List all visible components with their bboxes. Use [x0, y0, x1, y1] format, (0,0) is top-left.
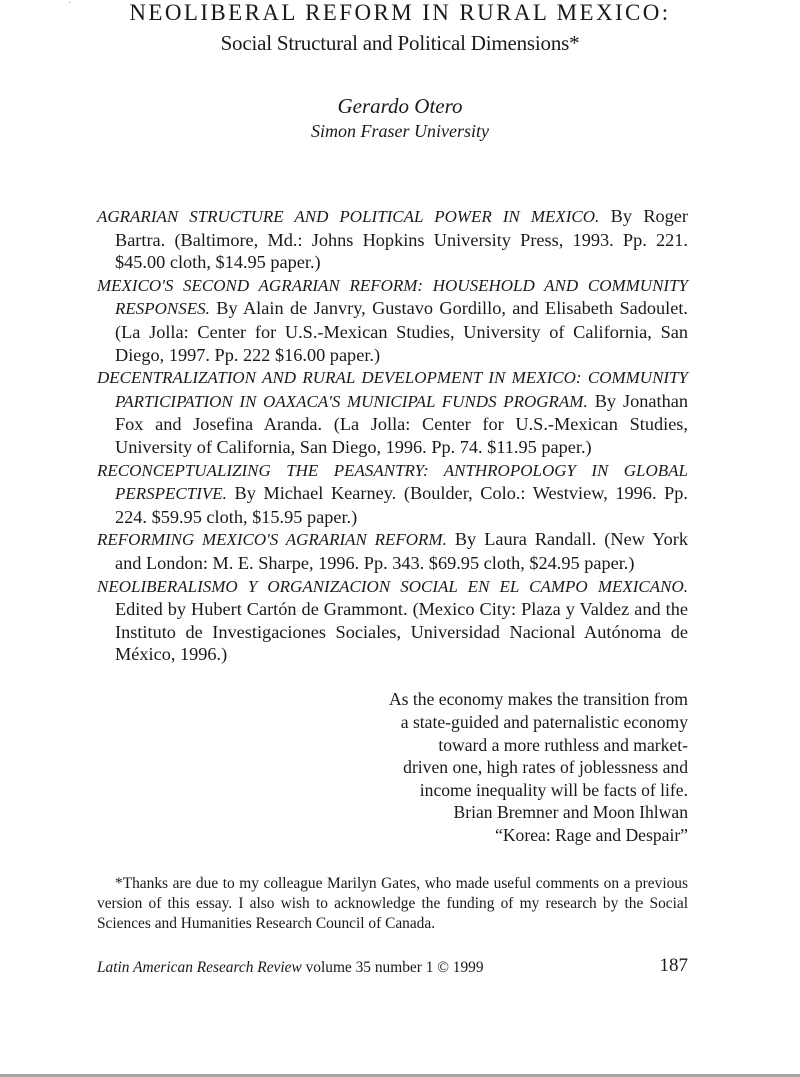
epigraph-line: income inequality will be facts of life.: [419, 780, 688, 801]
review-entry: [97, 528, 688, 574]
book-details: By Roger Bartra. (Baltimore, Md.: Johns Hopkins University Press, 1993. Pp. 221. $45.00 cloth, $14.95 paper.): [115, 206, 688, 273]
epigraph-authors: Brian Bremner and Moon Ihlwan: [453, 802, 688, 822]
journal-citation: [97, 959, 484, 977]
journal-name: Latin American Research Review: [97, 959, 302, 976]
book-title: AGRARIAN STRUCTURE AND POLITICAL POWER IN MEXICO.: [97, 207, 600, 226]
book-details: By Jonathan Fox and Josefina Aranda. (La Jolla: Center for U.S.-Mexican Studies, University of California, San Diego, 1996. Pp. 74. $11.95 paper.): [115, 390, 688, 457]
epigraph-source: “Korea: Rage and Despair”: [495, 824, 688, 845]
epigraph-attribution: [360, 801, 688, 847]
book-details: By Alain de Janvry, Gustavo Gordillo, and Elisabeth Sadoulet. (La Jolla: Center for U.S.-Mexican Studies, University of California, San Diego, 1997. Pp. 222 $16.00 paper.): [115, 298, 688, 365]
epigraph-line: a state-guided and paternalistic economy: [400, 711, 688, 732]
epigraph-quote: [360, 688, 688, 802]
page-number: 187: [659, 955, 688, 976]
book-title: RECONCEPTUALIZING THE PEASANTRY: ANTHROPOLOGY IN GLOBAL PERSPECTIVE.: [97, 460, 688, 504]
review-entry: [97, 575, 688, 666]
book-details: By Laura Randall. (New York and London: M. E. Sharpe, 1996. Pp. 343. $69.95 cloth, $24.95 paper.): [115, 529, 688, 573]
book-details: By Michael Kearney. (Boulder, Colo.: Westview, 1996. Pp. 224. $59.95 cloth, $15.95 paper.): [115, 483, 688, 527]
epigraph-line: driven one, high rates of joblessness and: [403, 757, 688, 778]
author-affiliation: Simon Fraser University: [311, 121, 489, 141]
page-footer: [97, 955, 688, 979]
article-subtitle: Social Structural and Political Dimensions*: [220, 31, 580, 55]
book-title: DECENTRALIZATION AND RURAL DEVELOPMENT IN MEXICO: COMMUNITY PARTICIPATION IN OAXACA'S MUNICIPAL FUNDS PROGRAM.: [97, 368, 688, 411]
epigraph-line: toward a more ruthless and market-: [438, 734, 688, 755]
epigraph-line: As the economy makes the transition from: [388, 689, 688, 709]
book-title: MEXICO'S SECOND AGRARIAN REFORM: HOUSEHOLD AND COMMUNITY RESPONSES.: [97, 275, 688, 319]
reviewed-books-list: [97, 205, 688, 666]
book-details: Edited by Hubert Cartón de Grammont. (Mexico City: Plaza y Valdez and the Instituto de Investigaciones Sociales, Universidad Nacional Autónoma de México, 1996.): [115, 599, 688, 665]
review-entry: [97, 274, 688, 366]
author-name: Gerardo Otero: [337, 94, 463, 118]
book-title: REFORMING MEXICO'S AGRARIAN REFORM.: [97, 530, 447, 550]
review-entry: [97, 205, 688, 274]
review-entry: [97, 459, 688, 529]
book-title: NEOLIBERALISMO Y ORGANIZACION SOCIAL EN EL CAMPO MEXICANO.: [97, 576, 688, 596]
journal-issue: volume 35 number 1 © 1999: [301, 959, 484, 976]
acknowledgment-footnote: *Thanks are due to my colleague Marilyn Gates, who made useful comments on a previous version of this essay. I also wish to acknowledge the funding of my research by the Social Sciences and Humanities Research Council of Canada.: [97, 875, 688, 932]
article-title: NEOLIBERAL REFORM IN RURAL MEXICO:: [129, 0, 671, 25]
review-entry: [97, 366, 688, 458]
